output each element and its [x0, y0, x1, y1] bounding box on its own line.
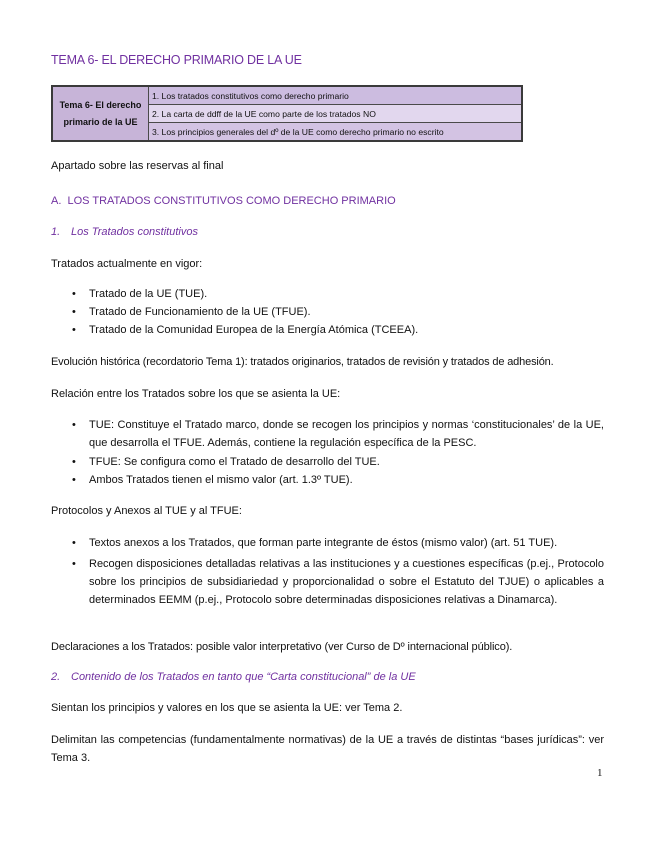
document-title: TEMA 6- EL DERECHO PRIMARIO DE LA UE	[51, 53, 302, 67]
relation-item-tue: TUE: Constituye el Tratado marco, donde se recogen los principios y normas ‘constitucionales’ de la UE, que desarrolla el TFUE. Además, contiene la regulación específica de la PESC.	[89, 419, 604, 449]
bullet: •	[72, 474, 76, 486]
declarations-paragraph: Declaraciones a los Tratados: posible valor interpretativo (ver Curso de Dº internacional público).	[51, 641, 513, 653]
protocols-intro: Protocolos y Anexos al TUE y al TFUE:	[51, 505, 242, 517]
bullet: •	[72, 288, 76, 300]
reservations-note: Apartado sobre las reservas al final	[51, 160, 224, 172]
subsection-2-number: 2.	[51, 671, 61, 683]
subsection-2-heading	[51, 671, 416, 683]
summary-table-item: 2. La carta de ddff de la UE como parte de los tratados NO	[149, 105, 523, 123]
summary-table-heading: Tema 6- El derecho primario de la UE	[52, 86, 149, 141]
list-item-text: Tratado de la UE (TUE).	[89, 288, 208, 300]
list-item-text: Tratado de la Comunidad Europea de la Energía Atómica (TCEEA).	[89, 324, 419, 336]
page-number: 1	[597, 767, 603, 779]
list-item-text: Textos anexos a los Tratados, que forman parte integrante de éstos (mismo valor) (art. 51 TUE).	[89, 537, 558, 549]
bullet: •	[72, 456, 76, 468]
bullet: •	[72, 306, 76, 318]
subsection-2-title: Contenido de los Tratados en tanto que “Carta constitucional” de la UE	[71, 671, 416, 683]
list-item-text: TFUE: Se configura como el Tratado de desarrollo del TUE.	[89, 456, 380, 468]
subsection-1-number: 1.	[51, 226, 61, 238]
list-item-text: Ambos Tratados tienen el mismo valor (art. 1.3º TUE).	[89, 474, 353, 486]
summary-table-item: 1. Los tratados constitutivos como derecho primario	[149, 86, 523, 105]
evolution-paragraph: Evolución histórica (recordatorio Tema 1): tratados originarios, tratados de revisión y tratados de adhesión.	[51, 356, 554, 368]
bullet: •	[72, 324, 76, 336]
subsection-1-title: Los Tratados constitutivos	[71, 226, 198, 238]
bullet: •	[72, 558, 76, 570]
relation-intro: Relación entre los Tratados sobre los que se asienta la UE:	[51, 388, 341, 400]
protocols-item-detail: Recogen disposiciones detalladas relativas a las instituciones y a cuestiones específicas (p.ej., Protocolo sobre los principios de subsidiariedad y proporcionalidad o sobre el Estatuto del TJUE) o aplicables a determinados EEMM (p.ej., Protocolo sobre determinadas disposiciones relativas a Dinamarca).	[89, 558, 604, 606]
in-force-intro: Tratados actualmente en vigor:	[51, 258, 203, 270]
values-paragraph: Sientan los principios y valores en los que se asienta la UE: ver Tema 2.	[51, 702, 403, 714]
summary-table	[51, 85, 523, 142]
section-a-heading: A. LOS TRATADOS CONSTITUTIVOS COMO DERECHO PRIMARIO	[51, 195, 396, 207]
bullet: •	[72, 419, 76, 431]
summary-table-item: 3. Los principios generales del dº de la UE como derecho primario no escrito	[149, 123, 523, 142]
list-item-text: Tratado de Funcionamiento de la UE (TFUE).	[89, 306, 311, 318]
subsection-1-heading	[51, 226, 198, 238]
competences-paragraph: Delimitan las competencias (fundamentalmente normativas) de la UE a través de distintas “bases jurídicas”: ver Tema 3.	[51, 734, 604, 764]
bullet: •	[72, 537, 76, 549]
